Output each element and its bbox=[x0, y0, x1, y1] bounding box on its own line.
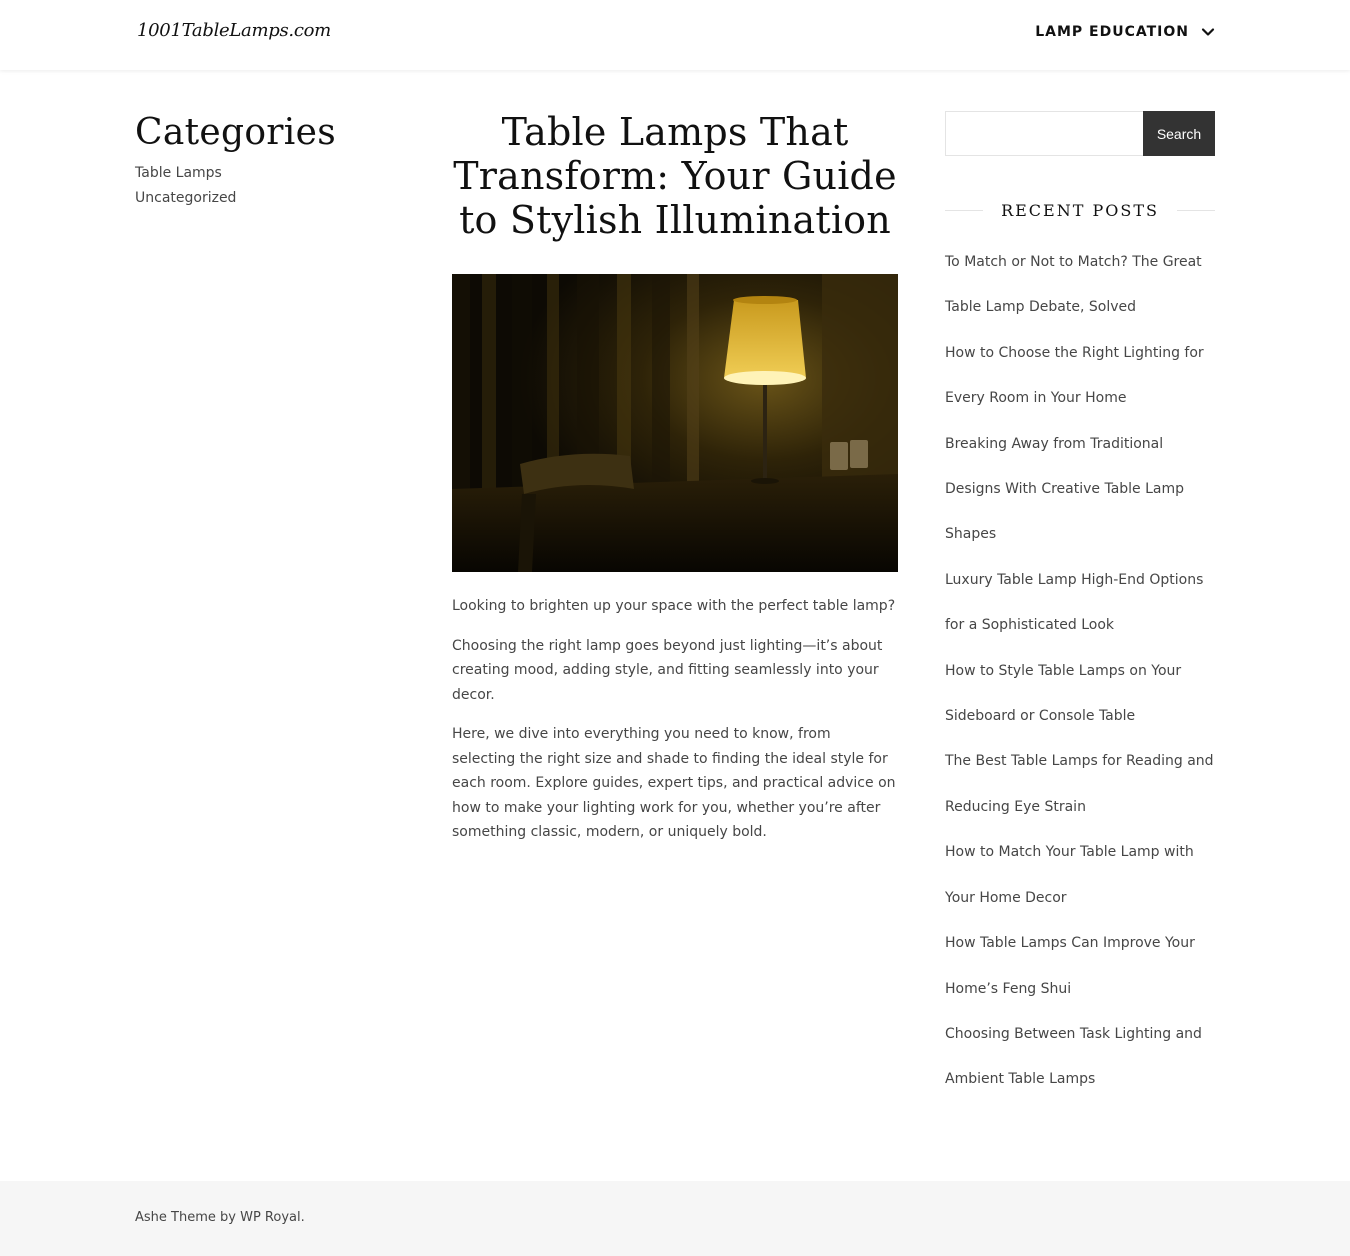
recent-post-link[interactable]: To Match or Not to Match? The Great Table Lamp Debate, Solved bbox=[945, 254, 1202, 316]
divider bbox=[1177, 210, 1215, 211]
search-button[interactable]: Search bbox=[1143, 111, 1215, 156]
category-link-table-lamps[interactable]: Table Lamps bbox=[135, 165, 222, 181]
nav-item-label: LAMP EDUCATION bbox=[1035, 24, 1189, 40]
recent-posts-list bbox=[945, 240, 1215, 1103]
nav-lamp-education[interactable] bbox=[1035, 24, 1215, 40]
divider bbox=[945, 210, 983, 211]
post-title: Table Lamps That Transform: Your Guide to Stylish Illumination bbox=[453, 110, 897, 242]
list-item bbox=[945, 558, 1215, 649]
footer-credit: Ashe Theme by WP Royal. bbox=[135, 1210, 305, 1225]
left-sidebar bbox=[135, 112, 415, 211]
list-item bbox=[945, 649, 1215, 740]
list-item bbox=[945, 240, 1215, 331]
post-paragraph: Looking to brighten up your space with the perfect table lamp? bbox=[452, 598, 896, 614]
site-logo[interactable]: 1001TableLamps.com bbox=[137, 20, 331, 41]
post-paragraph: Choosing the right lamp goes beyond just lighting—it’s about creating mood, adding style, and fitting seamlessly into your decor. bbox=[452, 637, 883, 703]
recent-post-link[interactable]: How to Style Table Lamps on Your Sideboard or Console Table bbox=[945, 662, 1182, 725]
post-body bbox=[452, 594, 898, 845]
recent-post-link[interactable]: Breaking Away from Traditional Designs With Creative Table Lamp Shapes bbox=[945, 435, 1185, 543]
list-item bbox=[945, 1012, 1215, 1103]
recent-post-link[interactable]: How to Match Your Table Lamp with Your Home Decor bbox=[945, 844, 1194, 906]
list-item bbox=[945, 739, 1215, 830]
category-link-uncategorized[interactable]: Uncategorized bbox=[135, 190, 237, 206]
search-form bbox=[945, 111, 1215, 156]
list-item bbox=[945, 830, 1215, 921]
list-item bbox=[945, 422, 1215, 558]
category-item bbox=[135, 186, 415, 211]
hero-image bbox=[452, 274, 898, 572]
categories-list bbox=[135, 161, 415, 211]
search-input[interactable] bbox=[945, 111, 1143, 156]
recent-post-link[interactable]: The Best Table Lamps for Reading and Reducing Eye Strain bbox=[945, 753, 1214, 815]
post-paragraph: Here, we dive into everything you need to know, from selecting the right size and shade to finding the ideal style for each room. Explore guides, expert tips, and practical advice on how to make your lighting work for you, whether you’re after something classic, modern, or uniquely bold. bbox=[452, 726, 896, 840]
right-sidebar bbox=[945, 111, 1215, 1103]
list-item bbox=[945, 331, 1215, 422]
main-content bbox=[452, 110, 898, 860]
recent-post-link[interactable]: Choosing Between Task Lighting and Ambient Table Lamps bbox=[945, 1025, 1202, 1088]
recent-posts-title: RECENT POSTS bbox=[1001, 200, 1159, 220]
category-item bbox=[135, 161, 415, 186]
recent-post-link[interactable]: How Table Lamps Can Improve Your Home’s Feng Shui bbox=[945, 935, 1195, 997]
chevron-down-icon bbox=[1201, 25, 1215, 39]
site-footer bbox=[0, 1181, 1350, 1256]
recent-post-link[interactable]: How to Choose the Right Lighting for Every Room in Your Home bbox=[945, 344, 1204, 407]
categories-title: Categories bbox=[135, 112, 336, 153]
recent-posts-heading bbox=[945, 200, 1215, 220]
site-header bbox=[0, 0, 1350, 70]
recent-post-link[interactable]: Luxury Table Lamp High-End Options for a Sophisticated Look bbox=[945, 571, 1204, 634]
list-item bbox=[945, 921, 1215, 1012]
